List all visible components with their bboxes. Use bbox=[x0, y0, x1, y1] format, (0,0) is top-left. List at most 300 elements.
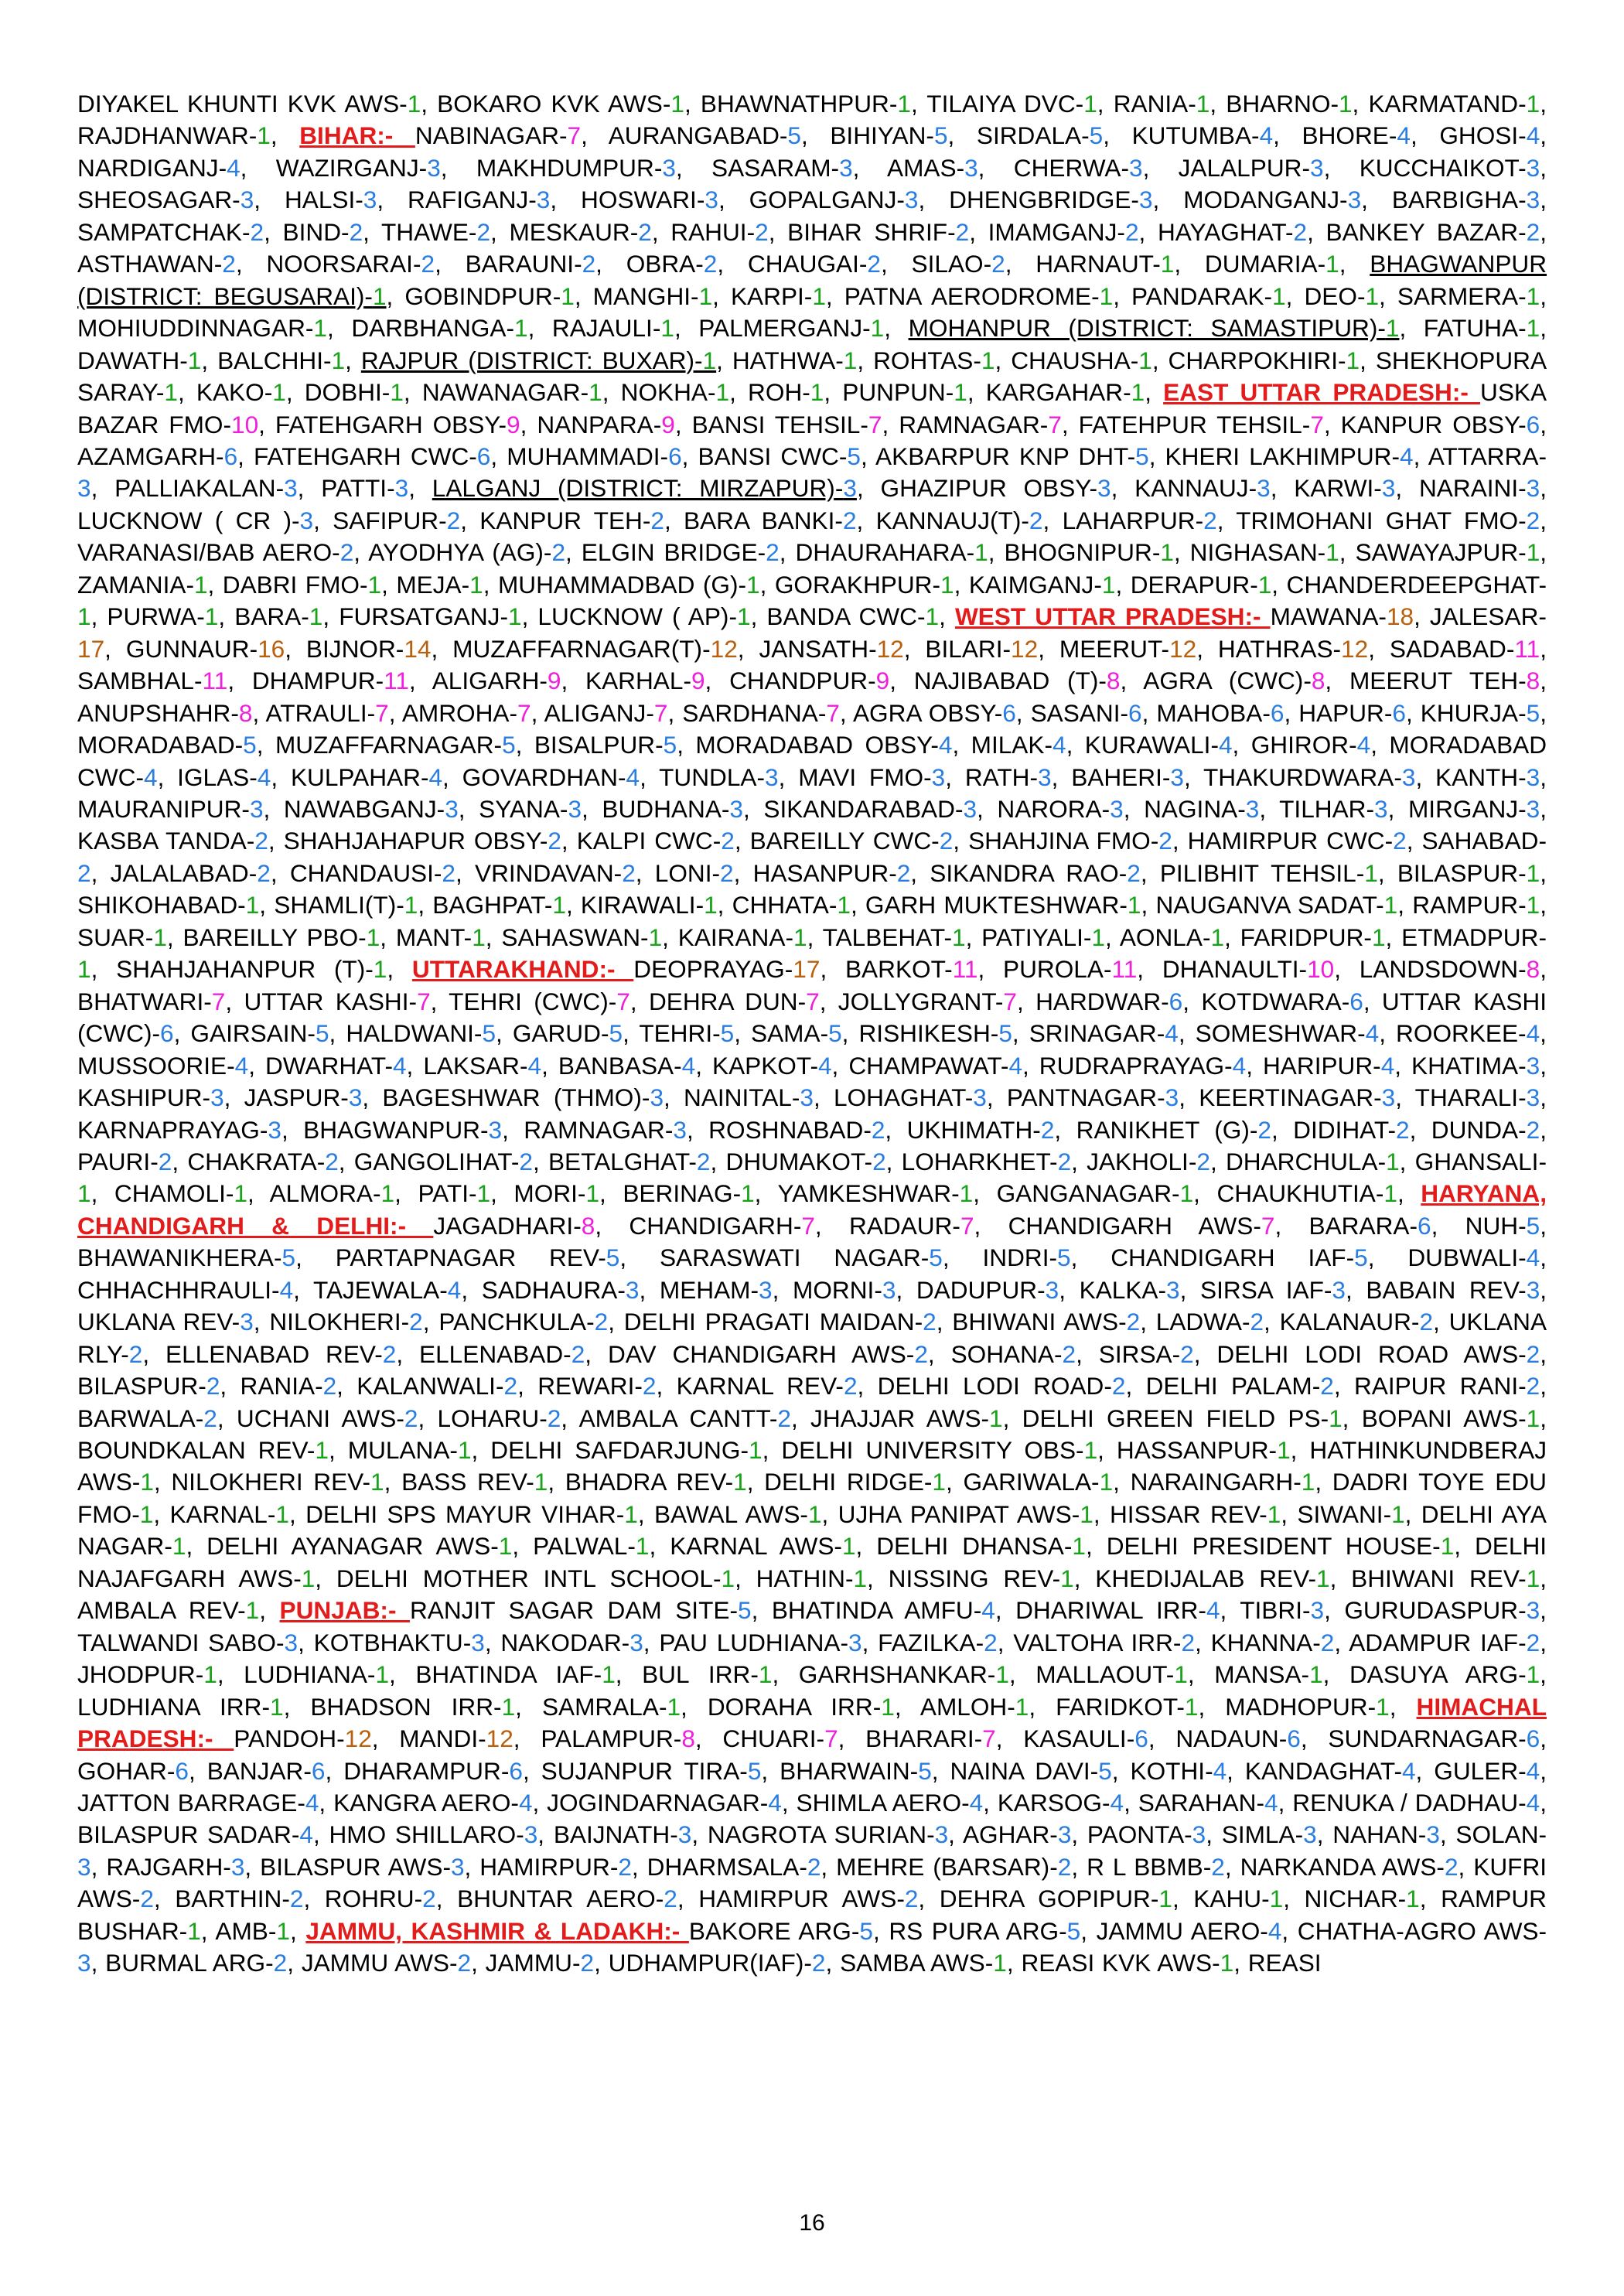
station-entry: NADAUN-6 bbox=[1175, 1725, 1301, 1753]
station-entry: HATHINKUNDBERAJ AWS-1 bbox=[77, 1436, 1547, 1496]
rainfall-value: 2 bbox=[1127, 858, 1141, 887]
station-name: PUROLA bbox=[1003, 955, 1104, 984]
station-name: UKHIMATH bbox=[906, 1115, 1033, 1144]
station-entry: CHANDERDEEPGHAT-1 bbox=[77, 570, 1547, 631]
station-name: NADAUN bbox=[1175, 1725, 1279, 1753]
rainfall-value: 1 bbox=[624, 1499, 638, 1528]
station-entry: DELHI UNIVERSITY OBS-1 bbox=[781, 1436, 1098, 1465]
station-name: MEERUT TEH bbox=[1349, 667, 1519, 695]
station-entry: KARNAPRAYAG-3 bbox=[77, 1115, 281, 1144]
rainfall-value: 16 bbox=[258, 634, 285, 663]
station-name: GARHSHANKAR bbox=[798, 1660, 988, 1689]
rainfall-value: 9 bbox=[691, 667, 705, 695]
station-name: SIKANDRA RAO bbox=[930, 858, 1119, 887]
station-entry: NOKHA-1 bbox=[620, 378, 730, 407]
rainfall-value: 2 bbox=[664, 1885, 677, 1913]
station-name: BARA BANKI bbox=[684, 506, 835, 534]
rainfall-value: 1 bbox=[1301, 1468, 1315, 1496]
rainfall-value: 4 bbox=[969, 1789, 984, 1817]
station-entry: SARASWATI NAGAR-5 bbox=[659, 1244, 943, 1272]
rainfall-value: 3 bbox=[210, 1083, 224, 1112]
station-entry: BHIWANI REV-1 bbox=[1351, 1564, 1540, 1592]
station-entry: GANGOLIHAT-2 bbox=[353, 1147, 533, 1175]
station-name: BHARWAIN bbox=[780, 1756, 910, 1785]
rainfall-value: 2 bbox=[476, 217, 491, 246]
station-entry: ROHTAS-1 bbox=[873, 346, 995, 374]
rainfall-value: 11 bbox=[1514, 634, 1540, 663]
rainfall-value: 1 bbox=[1099, 1468, 1114, 1496]
station-entry: NAWABGANJ-3 bbox=[283, 794, 459, 823]
rainfall-value: 1 bbox=[837, 891, 851, 919]
rainfall-value: 1 bbox=[1346, 346, 1360, 374]
station-name: BHARARI bbox=[865, 1725, 974, 1753]
station-name: PATIYALI bbox=[981, 923, 1083, 951]
station-entry: MOHANPUR (DISTRICT: SAMASTIPUR)-1 bbox=[908, 314, 1400, 343]
station-entry: ALMORA-1 bbox=[269, 1179, 395, 1208]
station-entry: UJHA PANIPAT AWS-1 bbox=[838, 1499, 1093, 1528]
rainfall-value: 10 bbox=[1307, 955, 1335, 984]
station-entry: FATEHGARH CWC-6 bbox=[254, 442, 491, 470]
rainfall-value: 3 bbox=[964, 153, 978, 182]
station-name: LAKSAR bbox=[423, 1051, 520, 1080]
rainfall-value: 5 bbox=[1057, 1244, 1071, 1272]
station-name: KANPUR OBSY bbox=[1340, 410, 1519, 438]
rainfall-value: 2 bbox=[551, 538, 566, 567]
station-entry: DERAPUR-1 bbox=[1130, 570, 1272, 599]
station-entry: SYANA-3 bbox=[479, 794, 582, 823]
station-entry: CHANDIGARH IAF-5 bbox=[1111, 1244, 1368, 1272]
station-name: KARGAHAR bbox=[985, 378, 1124, 407]
station-entry: CHATHA-AGRO AWS-3 bbox=[77, 1916, 1547, 1977]
station-entry: DELHI AYANAGAR AWS-1 bbox=[206, 1532, 513, 1561]
rainfall-value: 2 bbox=[955, 217, 970, 246]
station-entry: NAWANAGAR-1 bbox=[421, 378, 602, 407]
station-entry: BHAWANIKHERA-5 bbox=[77, 1244, 296, 1272]
station-entry: MUZAFFARNAGAR-5 bbox=[275, 731, 516, 759]
station-entry: GARUD-5 bbox=[512, 1019, 623, 1048]
rainfall-value: 2 bbox=[547, 1404, 561, 1432]
rainfall-value: 7 bbox=[1003, 987, 1017, 1015]
station-entry: NARAINI-3 bbox=[1418, 474, 1540, 503]
station-name: LALGANJ (DISTRICT: MIRZAPUR) bbox=[432, 474, 835, 503]
station-name: FAZILKA bbox=[878, 1628, 976, 1656]
rainfall-value: 1 bbox=[172, 1532, 186, 1561]
rainfall-value: 3 bbox=[524, 1820, 538, 1849]
station-entry: BHAGWANPUR (DISTRICT: BEGUSARAI)-1 bbox=[77, 250, 1547, 310]
rainfall-value: 4 bbox=[279, 1275, 294, 1304]
station-name: BOPANI AWS bbox=[1361, 1404, 1519, 1432]
station-name: BURMAL ARG bbox=[105, 1949, 266, 1977]
station-name: BHARNO bbox=[1226, 90, 1331, 118]
station-name: DELHI LODI ROAD AWS bbox=[1216, 1339, 1519, 1368]
station-name: PANCHKULA bbox=[438, 1308, 587, 1336]
station-name: BHIWANI AWS bbox=[952, 1308, 1119, 1336]
station-name: BUDHANA bbox=[602, 794, 722, 823]
station-name: SOLAN bbox=[1455, 1820, 1539, 1849]
rainfall-value: 7 bbox=[1261, 1211, 1275, 1240]
rainfall-value: 4 bbox=[305, 1789, 319, 1817]
station-entry: MORI-1 bbox=[513, 1179, 600, 1208]
rainfall-value: 1 bbox=[514, 314, 528, 343]
station-entry: ELLENABAD REV-2 bbox=[165, 1339, 397, 1368]
station-entry: FATEHPUR TEHSIL-7 bbox=[1078, 410, 1324, 438]
station-entry: HASANPUR-2 bbox=[752, 858, 911, 887]
rainfall-value: 3 bbox=[1526, 186, 1540, 214]
station-name: DEHRA DUN bbox=[648, 987, 798, 1015]
station-entry: BABAIN REV-3 bbox=[1366, 1275, 1540, 1304]
station-name: DELHI PRESIDENT HOUSE bbox=[1106, 1532, 1433, 1561]
rainfall-value: 4 bbox=[447, 1275, 462, 1304]
rainfall-value: 1 bbox=[959, 1179, 974, 1208]
rainfall-value: 4 bbox=[234, 1051, 249, 1080]
station-entry: ETMADPUR-1 bbox=[77, 923, 1547, 984]
rainfall-value: 3 bbox=[1097, 474, 1111, 503]
station-name: TAJEWALA bbox=[312, 1275, 440, 1304]
station-name: DHAMPUR bbox=[251, 667, 376, 695]
rainfall-value: 2 bbox=[254, 827, 268, 855]
rainfall-value: 2 bbox=[650, 506, 664, 534]
station-entry: GORAKHPUR-1 bbox=[774, 570, 954, 599]
station-entry: KEERTINAGAR-3 bbox=[1199, 1083, 1396, 1112]
rainfall-value: 5 bbox=[1354, 1244, 1368, 1272]
station-entry: DELHI LODI ROAD AWS-2 bbox=[1216, 1339, 1540, 1368]
rainfall-value: 7 bbox=[824, 1725, 838, 1753]
rainfall-value: 1 bbox=[245, 1596, 260, 1625]
station-name: BARBIGHA bbox=[1391, 186, 1519, 214]
station-entry: KARMATAND-1 bbox=[1368, 90, 1540, 118]
station-name: BHAGWANPUR bbox=[303, 1115, 480, 1144]
station-entry: BALCHHI-1 bbox=[217, 346, 346, 374]
rainfall-value: 4 bbox=[1264, 1789, 1278, 1817]
station-name: SARMERA bbox=[1397, 281, 1519, 310]
rainfall-value: 7 bbox=[616, 987, 630, 1015]
station-entry: YAMKESHWAR-1 bbox=[777, 1179, 974, 1208]
station-entry: RISHIKESH-5 bbox=[858, 1019, 1012, 1048]
station-entry: DUMARIA-1 bbox=[1204, 250, 1339, 278]
station-entry: GURUDASPUR-3 bbox=[1344, 1596, 1540, 1625]
station-name: NIGHASAN bbox=[1189, 538, 1318, 567]
station-entry: BAHERI-3 bbox=[1071, 762, 1184, 791]
station-entry: DELHI GREEN FIELD PS-1 bbox=[1022, 1404, 1343, 1432]
rainfall-value: 1 bbox=[741, 1179, 755, 1208]
station-name: NAGROTA SURIAN bbox=[707, 1820, 927, 1849]
rainfall-value: 2 bbox=[867, 250, 881, 278]
station-name: GORAKHPUR bbox=[774, 570, 933, 599]
station-name: CHAMPAWAT bbox=[848, 1051, 1001, 1080]
station-name: ATRAULI bbox=[265, 698, 367, 727]
station-entry: MAURANIPUR-3 bbox=[77, 794, 264, 823]
rainfall-value: 1 bbox=[932, 1468, 946, 1496]
station-entry: JOLLYGRANT-7 bbox=[838, 987, 1017, 1015]
station-entry: HAMIRPUR AWS-2 bbox=[698, 1885, 919, 1913]
station-entry: MOHIUDDINNAGAR-1 bbox=[77, 314, 327, 343]
rainfall-value: 3 bbox=[848, 1628, 862, 1656]
station-entry: NAJIBABAD (T)-8 bbox=[913, 667, 1121, 695]
station-name: DASUYA ARG bbox=[1349, 1660, 1519, 1689]
rainfall-value: 2 bbox=[1057, 1147, 1072, 1175]
rainfall-value: 2 bbox=[871, 1115, 885, 1144]
rainfall-value: 9 bbox=[661, 410, 675, 438]
station-name: LANDSDOWN bbox=[1359, 955, 1519, 984]
station-entry: JALALPUR-3 bbox=[1178, 153, 1324, 182]
station-entry: JALALABAD-2 bbox=[110, 858, 271, 887]
station-entry: DAWATH-1 bbox=[77, 346, 202, 374]
station-entry: GOPALGANJ-3 bbox=[749, 186, 919, 214]
rainfall-value: 4 bbox=[1008, 1051, 1023, 1080]
rainfall-value: 1 bbox=[951, 923, 966, 951]
station-entry: CHANDPUR-9 bbox=[729, 667, 890, 695]
rainfall-value: 3 bbox=[1165, 1083, 1179, 1112]
station-name: SAMBA AWS bbox=[840, 1949, 985, 1977]
station-entry: BHADSON IRR-1 bbox=[310, 1692, 516, 1721]
station-name: KUFRI AWS bbox=[77, 1852, 1547, 1913]
station-name: MUZAFFARNAGAR(T) bbox=[452, 634, 703, 663]
rainfall-value: 2 bbox=[1526, 1115, 1540, 1144]
station-name: VALTOHA IRR bbox=[1013, 1628, 1173, 1656]
station-entry: SARAHAN-4 bbox=[1138, 1789, 1278, 1817]
rainfall-value: 3 bbox=[445, 794, 459, 823]
rainfall-value: 1 bbox=[313, 314, 327, 343]
station-name: PAONTA bbox=[1087, 1820, 1185, 1849]
station-entry: CHANDAUSI-2 bbox=[289, 858, 455, 887]
station-name: KOTHI bbox=[1130, 1756, 1206, 1785]
rainfall-value: 9 bbox=[507, 410, 520, 438]
station-entry: MORADABAD-5 bbox=[77, 731, 257, 759]
station-entry: TILHAR-3 bbox=[1279, 794, 1388, 823]
station-name: KHANNA bbox=[1210, 1628, 1313, 1656]
rainfall-value: 2 bbox=[158, 1147, 172, 1175]
station-entry: ATTARRA-3 bbox=[77, 442, 1547, 503]
rainfall-value: 2 bbox=[1393, 827, 1407, 855]
rainfall-value: 4 bbox=[1526, 1789, 1540, 1817]
station-entry: MESKAUR-2 bbox=[509, 217, 652, 246]
rainfall-value: 5 bbox=[929, 1244, 943, 1272]
rainfall-value: 5 bbox=[737, 1596, 752, 1625]
station-name: ROHTAS bbox=[873, 346, 974, 374]
station-entry: AMAS-3 bbox=[887, 153, 978, 182]
station-name: BILARI bbox=[925, 634, 1003, 663]
station-name: TEHRI (CWC) bbox=[449, 987, 609, 1015]
station-entry: RAJPUR (DISTRICT: BUXAR)-1 bbox=[360, 346, 717, 374]
station-entry: KHERI LAKHIMPUR-4 bbox=[1165, 442, 1414, 470]
rainfall-value: 1 bbox=[721, 1564, 735, 1592]
station-entry: NOORSARAI-2 bbox=[266, 250, 435, 278]
station-name: NOKHA bbox=[620, 378, 708, 407]
station-entry: RANIA-2 bbox=[240, 1372, 337, 1400]
station-entry: DHARCHULA-1 bbox=[1225, 1147, 1400, 1175]
station-name: BANSI TEHSIL bbox=[691, 410, 861, 438]
rainfall-value: 3 bbox=[363, 186, 377, 214]
station-name: DHUMAKOT bbox=[725, 1147, 865, 1175]
station-name: ALMORA bbox=[269, 1179, 373, 1208]
station-name: BILASPUR bbox=[1397, 858, 1519, 887]
station-entry: BHIWANI AWS-2 bbox=[952, 1308, 1141, 1336]
station-entry: BERINAG-1 bbox=[623, 1179, 755, 1208]
rainfall-value: 1 bbox=[498, 1532, 513, 1561]
station-name: ADAMPUR IAF bbox=[1349, 1628, 1519, 1656]
station-name: DELHI PALAM bbox=[1145, 1372, 1312, 1400]
rainfall-value: 1 bbox=[758, 1660, 773, 1689]
station-entry: BARA BANKI-2 bbox=[684, 506, 857, 534]
station-entry: BIJNOR-14 bbox=[305, 634, 432, 663]
rainfall-value: 1 bbox=[1385, 314, 1400, 343]
station-entry: RAMPUR BUSHAR-1 bbox=[77, 1885, 1547, 1945]
station-name: NANPARA bbox=[537, 410, 653, 438]
rainfall-value: 1 bbox=[301, 1564, 316, 1592]
station-entry: RENUKA / DADHAU-4 bbox=[1292, 1789, 1540, 1817]
station-entry: TRIMOHANI GHAT FMO-2 bbox=[1236, 506, 1540, 534]
station-name: SAHASWAN bbox=[501, 923, 641, 951]
station-name: NAUGANVA SADAT bbox=[1155, 891, 1377, 919]
station-name: HATHIN bbox=[756, 1564, 845, 1592]
station-name: HARIPUR bbox=[1262, 1051, 1373, 1080]
rainfall-value: 2 bbox=[1126, 1308, 1141, 1336]
station-name: CHANDIGARH AWS bbox=[1008, 1211, 1254, 1240]
station-entry: KHATIMA-3 bbox=[1411, 1051, 1540, 1080]
station-name: AGHAR bbox=[962, 1820, 1050, 1849]
station-entry: LOHARU-2 bbox=[437, 1404, 561, 1432]
rainfall-value: 3 bbox=[677, 1820, 692, 1849]
rainfall-value: 1 bbox=[1391, 1499, 1405, 1528]
station-entry: DHAMPUR-11 bbox=[251, 667, 409, 695]
station-name: FATEHGARH OBSY bbox=[275, 410, 499, 438]
station-name: PURWA bbox=[107, 602, 197, 631]
rainfall-value: 7 bbox=[960, 1211, 974, 1240]
rainfall-value: 1 bbox=[1406, 1885, 1420, 1913]
station-entry: TEHRI (CWC)-7 bbox=[449, 987, 630, 1015]
rainfall-value: 3 bbox=[1526, 1275, 1540, 1304]
rainfall-value: 3 bbox=[765, 762, 779, 791]
station-entry: CHANDIGARH-7 bbox=[629, 1211, 815, 1240]
rainfall-value: 1 bbox=[367, 570, 382, 599]
station-entry: PANTNAGAR-3 bbox=[1006, 1083, 1179, 1112]
rainfall-value: 2 bbox=[1526, 217, 1540, 246]
station-name: ASTHAWAN bbox=[77, 250, 214, 278]
station-entry: KAHU-1 bbox=[1193, 1885, 1284, 1913]
station-entry: CHAMPAWAT-4 bbox=[848, 1051, 1023, 1080]
rainfall-value: 3 bbox=[904, 186, 919, 214]
station-name: PALAMPUR bbox=[541, 1725, 674, 1753]
rainfall-value: 3 bbox=[1347, 186, 1362, 214]
station-name: FATEHGARH CWC bbox=[254, 442, 469, 470]
station-name: KARNAL bbox=[169, 1499, 268, 1528]
station-entry: DHUMAKOT-2 bbox=[725, 1147, 886, 1175]
rainfall-value: 1 bbox=[1526, 1404, 1540, 1432]
station-entry: MADHOPUR-1 bbox=[1225, 1692, 1390, 1721]
rainfall-value: 4 bbox=[1380, 1051, 1395, 1080]
rainfall-value: 1 bbox=[1325, 538, 1339, 567]
station-name: ELLENABAD REV bbox=[165, 1339, 375, 1368]
station-entry: ADAMPUR IAF-2 bbox=[1349, 1628, 1540, 1656]
station-name: SAHABAD bbox=[1421, 827, 1539, 855]
rainfall-value: 2 bbox=[1181, 1628, 1196, 1656]
rainfall-value: 5 bbox=[918, 1756, 932, 1785]
station-name: HAYAGHAT bbox=[1157, 217, 1285, 246]
rainfall-value: 7 bbox=[868, 410, 882, 438]
station-name: DELHI SAFDARJUNG bbox=[490, 1436, 741, 1465]
station-entry: BANBASA-4 bbox=[558, 1051, 696, 1080]
station-entry: KASHIPUR-3 bbox=[77, 1083, 224, 1112]
rainfall-value: 3 bbox=[77, 1949, 91, 1977]
station-name: NAHAN bbox=[1332, 1820, 1418, 1849]
rainfall-value: 1 bbox=[380, 1179, 395, 1208]
rainfall-value: 1 bbox=[736, 602, 751, 631]
rainfall-value: 4 bbox=[1218, 731, 1233, 759]
station-name: UJHA PANIPAT AWS bbox=[838, 1499, 1072, 1528]
station-name: SHEKHOPURA SARAY bbox=[77, 346, 1547, 407]
station-name: FURSATGANJ bbox=[339, 602, 500, 631]
rainfall-value: 2 bbox=[257, 858, 271, 887]
station-name: BASS REV bbox=[401, 1468, 527, 1496]
station-entry: MEERUT TEH-8 bbox=[1349, 667, 1540, 695]
station-entry: ATRAULI-7 bbox=[265, 698, 389, 727]
station-entry: KHANNA-2 bbox=[1210, 1628, 1335, 1656]
rainfall-value: 3 bbox=[729, 794, 743, 823]
station-entry: RAMNAGAR-3 bbox=[524, 1115, 687, 1144]
rainfall-value: 3 bbox=[882, 1275, 896, 1304]
rainfall-value: 1 bbox=[648, 923, 663, 951]
station-entry: BOKARO KVK AWS-1 bbox=[437, 90, 684, 118]
station-entry: PATTI-3 bbox=[321, 474, 409, 503]
station-entry: BIND-2 bbox=[282, 217, 363, 246]
station-name: MESKAUR bbox=[509, 217, 630, 246]
station-entry: DHENGBRIDGE-3 bbox=[949, 186, 1153, 214]
station-entry: SIRSA-2 bbox=[1098, 1339, 1194, 1368]
rainfall-value: 3 bbox=[1526, 474, 1540, 503]
rainfall-value: 1 bbox=[373, 955, 387, 984]
station-name: NARDIGANJ bbox=[77, 153, 219, 182]
station-name: TILHAR bbox=[1279, 794, 1366, 823]
station-name: NILOKHERI REV bbox=[171, 1468, 363, 1496]
station-name: FATEHPUR TEHSIL bbox=[1078, 410, 1302, 438]
station-entry: KARSOG-4 bbox=[997, 1789, 1124, 1817]
rainfall-value: 3 bbox=[662, 153, 676, 182]
rainfall-value: 1 bbox=[193, 570, 208, 599]
rainfall-value: 3 bbox=[673, 1115, 687, 1144]
station-entry: DEOPRAYAG-17 bbox=[633, 955, 821, 984]
station-name: LOHARKHET bbox=[901, 1147, 1050, 1175]
rainfall-value: 1 bbox=[1526, 90, 1540, 118]
station-name: SADHAURA bbox=[481, 1275, 618, 1304]
station-name: KARNAPRAYAG bbox=[77, 1115, 260, 1144]
station-entry: LONI-2 bbox=[654, 858, 734, 887]
station-name: KULPAHAR bbox=[290, 762, 421, 791]
rainfall-value: 3 bbox=[1381, 474, 1396, 503]
region-header: UTTARAKHAND:- bbox=[411, 955, 634, 984]
station-entry: NISSING REV-1 bbox=[888, 1564, 1074, 1592]
rainfall-value: 3 bbox=[1166, 1275, 1180, 1304]
rainfall-value: 2 bbox=[548, 827, 561, 855]
rainfall-value: 1 bbox=[1526, 538, 1540, 567]
station-name: DEHRA GOPIPUR bbox=[939, 1885, 1151, 1913]
rainfall-value: 1 bbox=[853, 1564, 868, 1592]
station-name: PALLIAKALAN bbox=[114, 474, 276, 503]
station-entry: JASPUR-3 bbox=[244, 1083, 363, 1112]
rainfall-value: 3 bbox=[1526, 794, 1540, 823]
station-entry: BANJAR-6 bbox=[206, 1756, 326, 1785]
station-entry: DEHRA DUN-7 bbox=[648, 987, 820, 1015]
rainfall-value: 1 bbox=[1083, 90, 1097, 118]
station-entry: NAGROTA SURIAN-3 bbox=[707, 1820, 949, 1849]
station-name: VRINDAVAN bbox=[475, 858, 614, 887]
station-name: JAMMU AERO bbox=[1096, 1916, 1261, 1945]
station-name: SIRSA IAF bbox=[1200, 1275, 1324, 1304]
rainfall-value: 1 bbox=[272, 378, 286, 407]
station-entry: NAUGANVA SADAT-1 bbox=[1155, 891, 1398, 919]
rainfall-value: 2 bbox=[811, 1949, 826, 1977]
station-name: BHAWANIKHERA bbox=[77, 1244, 274, 1272]
station-name: BANJAR bbox=[206, 1756, 304, 1785]
